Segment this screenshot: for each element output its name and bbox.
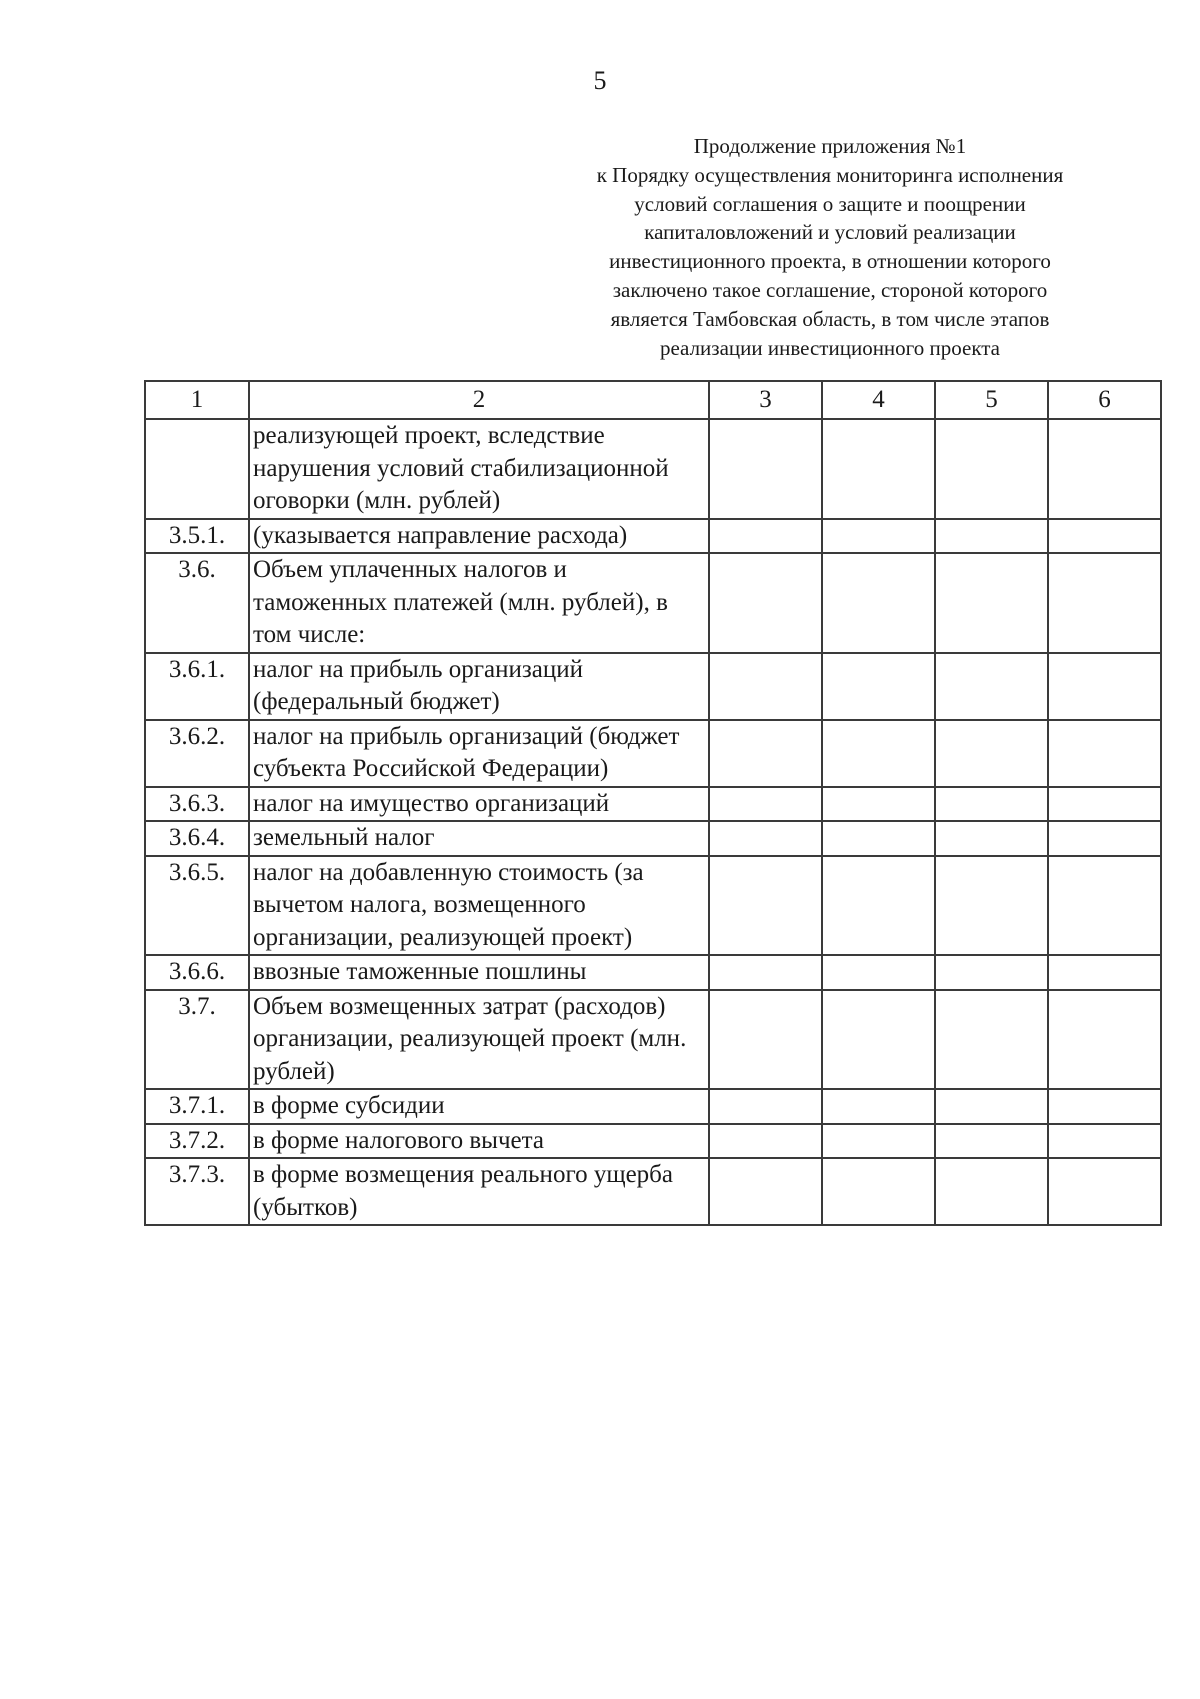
value-cell: [1048, 821, 1161, 856]
value-cell: [1048, 519, 1161, 554]
value-cell: [1048, 419, 1161, 519]
row-number: 3.7.3.: [145, 1158, 249, 1225]
column-header: 3: [709, 381, 822, 419]
row-number: 3.7.2.: [145, 1124, 249, 1159]
table-row: [145, 787, 1161, 822]
row-number: 3.7.1.: [145, 1089, 249, 1124]
row-name: в форме налогового вычета: [249, 1124, 709, 1159]
value-cell: [822, 821, 935, 856]
row-name: ввозные таможенные пошлины: [249, 955, 709, 990]
value-cell: [1048, 720, 1161, 787]
value-cell: [935, 653, 1048, 720]
row-number: 3.6.5.: [145, 856, 249, 956]
column-header: 6: [1048, 381, 1161, 419]
row-name: Объем возмещенных затрат (расходов) организации, реализующей проект (млн. рублей): [249, 990, 709, 1090]
appendix-heading-line: заключено такое соглашение, стороной которого: [612, 277, 1048, 302]
value-cell: [935, 1089, 1048, 1124]
value-cell: [822, 856, 935, 956]
value-cell: [709, 1124, 822, 1159]
appendix-heading-line: реализации инвестиционного проекта: [659, 335, 1001, 360]
value-cell: [822, 990, 935, 1090]
value-cell: [822, 1158, 935, 1225]
row-name: земельный налог: [249, 821, 709, 856]
value-cell: [1048, 1089, 1161, 1124]
value-cell: [935, 856, 1048, 956]
row-name: в форме субсидии: [249, 1089, 709, 1124]
appendix-heading-line: к Порядку осуществления мониторинга исполнения: [596, 162, 1064, 187]
appendix-heading-line: капиталовложений и условий реализации: [644, 220, 1016, 245]
value-cell: [709, 821, 822, 856]
value-cell: [935, 787, 1048, 822]
value-cell: [1048, 856, 1161, 956]
table-row: [145, 720, 1161, 787]
table-row: [145, 419, 1161, 519]
value-cell: [709, 955, 822, 990]
value-cell: [935, 990, 1048, 1090]
value-cell: [822, 1089, 935, 1124]
monitoring-table: [144, 380, 1162, 1226]
row-name: налог на прибыль организаций (федеральный бюджет): [249, 653, 709, 720]
value-cell: [709, 990, 822, 1090]
appendix-heading-line: является Тамбовская область, в том числе этапов: [610, 306, 1050, 331]
appendix-heading-line: условий соглашения о защите и поощрении: [634, 191, 1026, 216]
table-row: [145, 519, 1161, 554]
table-row: [145, 1124, 1161, 1159]
value-cell: [1048, 553, 1161, 653]
row-number: 3.7.: [145, 990, 249, 1090]
table-row: [145, 553, 1161, 653]
value-cell: [822, 519, 935, 554]
value-cell: [1048, 955, 1161, 990]
column-header: 1: [145, 381, 249, 419]
table-row: [145, 821, 1161, 856]
appendix-heading: [540, 132, 1120, 362]
value-cell: [822, 553, 935, 653]
value-cell: [822, 653, 935, 720]
table-row: [145, 1158, 1161, 1225]
value-cell: [822, 1124, 935, 1159]
appendix-heading-line: инвестиционного проекта, в отношении которого: [609, 249, 1051, 274]
value-cell: [1048, 653, 1161, 720]
value-cell: [709, 653, 822, 720]
table-row: [145, 1089, 1161, 1124]
row-number: 3.5.1.: [145, 519, 249, 554]
row-number: 3.6.4.: [145, 821, 249, 856]
column-header: 2: [249, 381, 709, 419]
value-cell: [709, 856, 822, 956]
column-header: 4: [822, 381, 935, 419]
value-cell: [709, 553, 822, 653]
row-name: налог на прибыль организаций (бюджет субъекта Российской Федерации): [249, 720, 709, 787]
table-row: [145, 990, 1161, 1090]
value-cell: [709, 519, 822, 554]
value-cell: [1048, 990, 1161, 1090]
value-cell: [935, 419, 1048, 519]
value-cell: [822, 720, 935, 787]
table-header-row: [145, 381, 1161, 419]
value-cell: [709, 419, 822, 519]
column-header: 5: [935, 381, 1048, 419]
value-cell: [935, 1124, 1048, 1159]
value-cell: [935, 519, 1048, 554]
row-name: (указывается направление расхода): [249, 519, 709, 554]
row-number: [145, 419, 249, 519]
table-row: [145, 653, 1161, 720]
value-cell: [709, 787, 822, 822]
row-number: 3.6.2.: [145, 720, 249, 787]
value-cell: [1048, 787, 1161, 822]
row-number: 3.6.1.: [145, 653, 249, 720]
row-name: налог на добавленную стоимость (за вычетом налога, возмещенного организации, реализующей проект): [249, 856, 709, 956]
value-cell: [935, 720, 1048, 787]
value-cell: [935, 1158, 1048, 1225]
value-cell: [935, 553, 1048, 653]
row-name: Объем уплаченных налогов и таможенных платежей (млн. рублей), в том числе:: [249, 553, 709, 653]
row-number: 3.6.: [145, 553, 249, 653]
value-cell: [1048, 1124, 1161, 1159]
value-cell: [935, 955, 1048, 990]
value-cell: [709, 1089, 822, 1124]
value-cell: [709, 720, 822, 787]
row-name: в форме возмещения реального ущерба (убытков): [249, 1158, 709, 1225]
appendix-heading-line: Продолжение приложения №1: [693, 134, 967, 158]
value-cell: [822, 955, 935, 990]
row-number: 3.6.6.: [145, 955, 249, 990]
row-name: налог на имущество организаций: [249, 787, 709, 822]
value-cell: [935, 821, 1048, 856]
row-number: 3.6.3.: [145, 787, 249, 822]
value-cell: [709, 1158, 822, 1225]
value-cell: [822, 787, 935, 822]
value-cell: [1048, 1158, 1161, 1225]
table-row: [145, 955, 1161, 990]
row-name: реализующей проект, вследствие нарушения условий стабилизационной оговорки (млн. рублей): [249, 419, 709, 519]
table-row: [145, 856, 1161, 956]
value-cell: [822, 419, 935, 519]
page-number: 5: [593, 66, 607, 95]
